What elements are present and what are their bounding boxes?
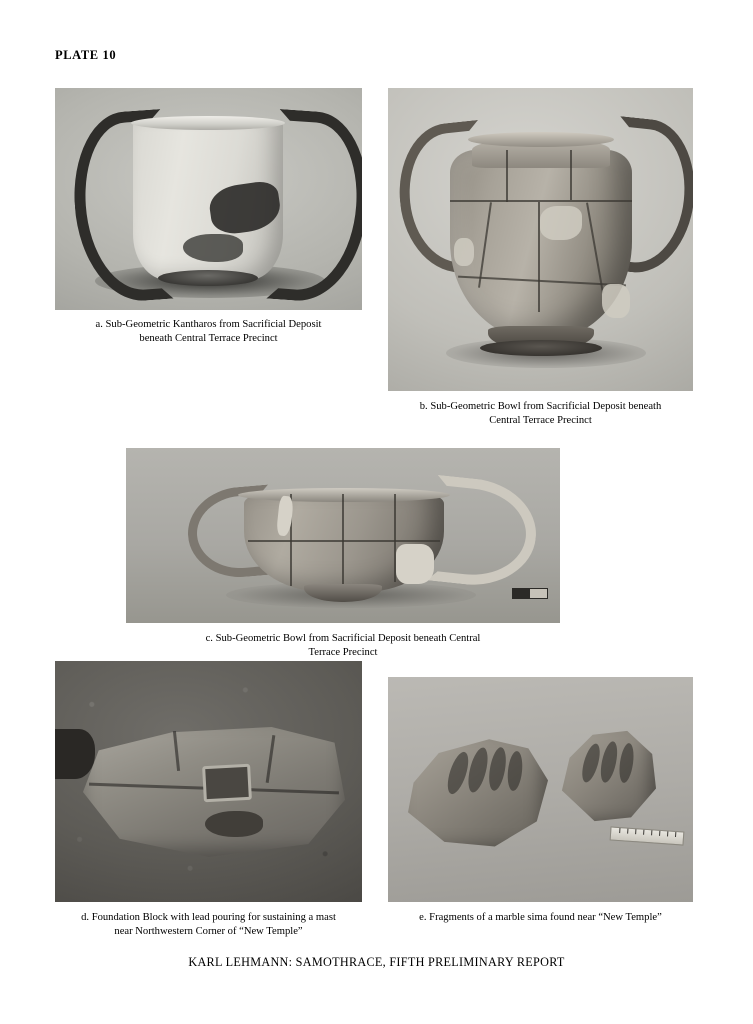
bowl-large-rim [468,132,614,147]
plate-number-label: PLATE 10 [55,48,117,62]
bowl-wide-crack-2 [342,494,344,590]
bowl-wide-light-patch-2 [396,544,434,584]
figure-e [388,677,693,925]
figure-d-caption [55,911,362,938]
bowl-wide-crack-4 [248,540,440,542]
running-credit-line: KARL LEHMANN: SAMOTHRACE, FIFTH PRELIMINARY REPORT [188,955,565,969]
figure-b-caption [388,400,693,427]
figure-b-photo [388,88,693,391]
figure-e-caption [388,911,693,925]
figure-c [126,448,560,659]
figure-d-photo [55,661,362,902]
mast-socket [202,764,252,802]
figure-c-caption-line1: c. Sub-Geometric Bowl from Sacrificial Deposit beneath Central [205,633,481,644]
lead-pouring-cavity [205,811,263,837]
bowl-large-base [480,340,602,356]
figure-d-caption-line2: near Northwestern Corner of “New Temple” [114,925,303,937]
ground-shadow-left [55,729,95,779]
figure-b [388,88,693,427]
figure-a [55,88,362,345]
figure-b-caption-line2: Central Terrace Precinct [489,414,592,426]
scale-bar [512,588,548,599]
bowl-large-crack-2 [506,150,508,202]
figure-e-caption-line1: e. Fragments of a marble sima found near “New Temple” [419,912,662,923]
measuring-ruler [610,826,685,845]
figure-d-caption-line1: d. Foundation Block with lead pouring for sustaining a mast [81,912,336,923]
figure-c-photo [126,448,560,623]
figure-a-caption-line1: a. Sub-Geometric Kantharos from Sacrificial Deposit [95,319,322,330]
figure-c-caption-line2: Terrace Precinct [308,646,378,658]
figure-e-photo [388,677,693,902]
kantharos-foot [158,270,258,286]
figure-a-caption [55,318,362,345]
bowl-large-crack-3 [570,150,572,200]
bowl-large-light-patch-1 [540,206,582,240]
figure-d [55,661,362,938]
bowl-large-light-patch-2 [602,284,630,318]
bowl-large-light-patch-3 [454,238,474,266]
figure-a-photo [55,88,362,310]
bowl-large-crack-1 [450,200,632,202]
figure-a-caption-line2: beneath Central Terrace Precinct [139,332,278,344]
kantharos-rim [131,116,285,130]
figure-c-caption [126,632,560,659]
kantharos-dark-patch-lower [183,234,243,262]
figure-b-caption-line1: b. Sub-Geometric Bowl from Sacrificial Deposit beneath [419,401,662,412]
bowl-wide-rim [238,488,450,502]
